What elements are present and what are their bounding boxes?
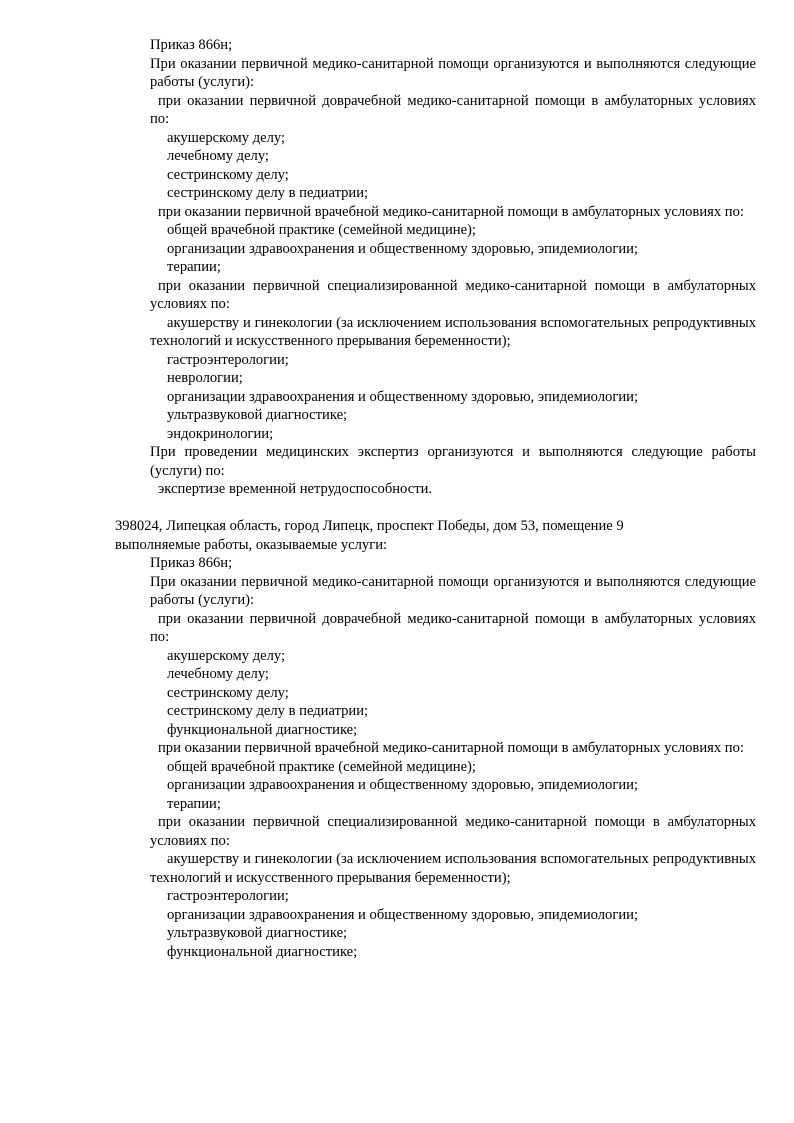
paragraph: Приказ 866н; xyxy=(150,37,233,53)
list-item: сестринскому делу в педиатрии; xyxy=(167,185,369,201)
list-item: терапии; xyxy=(167,795,221,812)
list-item: организации здравоохранения и общественному здоровью, эпидемиологии; xyxy=(167,906,639,923)
list-item: ультразвуковой диагностике; xyxy=(167,407,348,423)
list-item: эндокринологии; xyxy=(167,425,274,442)
list-item: сестринскому делу; xyxy=(167,684,289,701)
list-item: ультразвуковой диагностике; xyxy=(167,925,348,941)
list-item: функциональной диагностике; xyxy=(167,721,358,738)
paragraph: При оказании первичной медико-санитарной помощи организуются и выполняются следующие работы (услуги): xyxy=(150,55,756,90)
address-line: 398024, Липецкая область, город Липецк, проспект Победы, дом 53, помещение 9 xyxy=(115,518,624,534)
subheading-paragraph: при оказании первичной врачебной медико-санитарной помощи в амбулаторных условиях по: xyxy=(158,203,744,220)
list-item: организации здравоохранения и общественному здоровью, эпидемиологии; xyxy=(167,240,639,257)
document-section xyxy=(0,499,794,962)
subheading-paragraph: при оказании первичной специализированной медико-санитарной помощи в амбулаторных условиях по: xyxy=(150,814,756,849)
subheading-paragraph: при оказании первичной доврачебной медико-санитарной помощи в амбулаторных условиях по: xyxy=(150,610,756,645)
list-item: лечебному делу; xyxy=(167,666,269,682)
list-item: акушерству и гинекологии (за исключением использования вспомогательных репродуктивных технологий и искусственного прерывания беременности); xyxy=(150,851,756,886)
list-item: неврологии; xyxy=(167,370,243,386)
list-item: акушерскому делу; xyxy=(167,129,286,146)
list-item: акушерскому делу; xyxy=(167,647,286,664)
subheading-paragraph: при оказании первичной специализированной медико-санитарной помощи в амбулаторных условиях по: xyxy=(150,277,756,312)
list-item: сестринскому делу в педиатрии; xyxy=(167,703,369,719)
blank-line xyxy=(0,499,794,518)
list-item: гастроэнтерологии; xyxy=(167,888,289,904)
document-page xyxy=(0,36,794,961)
paragraph: При проведении медицинских экспертиз организуются и выполняются следующие работы (услуги) по: xyxy=(150,444,756,479)
subheading-paragraph: при оказании первичной доврачебной медико-санитарной помощи в амбулаторных условиях по: xyxy=(150,92,756,127)
list-item: терапии; xyxy=(167,259,221,275)
subheading-paragraph: при оказании первичной врачебной медико-санитарной помощи в амбулаторных условиях по: xyxy=(158,740,744,756)
list-item: общей врачебной практике (семейной медицине); xyxy=(167,758,476,775)
document-section xyxy=(0,36,794,499)
list-item: организации здравоохранения и общественному здоровью, эпидемиологии; xyxy=(167,388,639,405)
list-item: акушерству и гинекологии (за исключением использования вспомогательных репродуктивных технологий и искусственного прерывания беременности); xyxy=(150,314,756,349)
paragraph: Приказ 866н; xyxy=(150,555,233,571)
list-item: лечебному делу; xyxy=(167,148,269,164)
list-item: сестринскому делу; xyxy=(167,166,289,183)
list-item: общей врачебной практике (семейной медицине); xyxy=(167,222,476,238)
section-subtitle: выполняемые работы, оказываемые услуги: xyxy=(115,536,388,553)
list-item: организации здравоохранения и общественному здоровью, эпидемиологии; xyxy=(167,777,639,793)
paragraph: При оказании первичной медико-санитарной помощи организуются и выполняются следующие работы (услуги): xyxy=(150,573,756,608)
list-item: гастроэнтерологии; xyxy=(167,351,289,368)
list-item: функциональной диагностике; xyxy=(167,943,358,960)
subheading-paragraph: экспертизе временной нетрудоспособности. xyxy=(158,481,433,497)
